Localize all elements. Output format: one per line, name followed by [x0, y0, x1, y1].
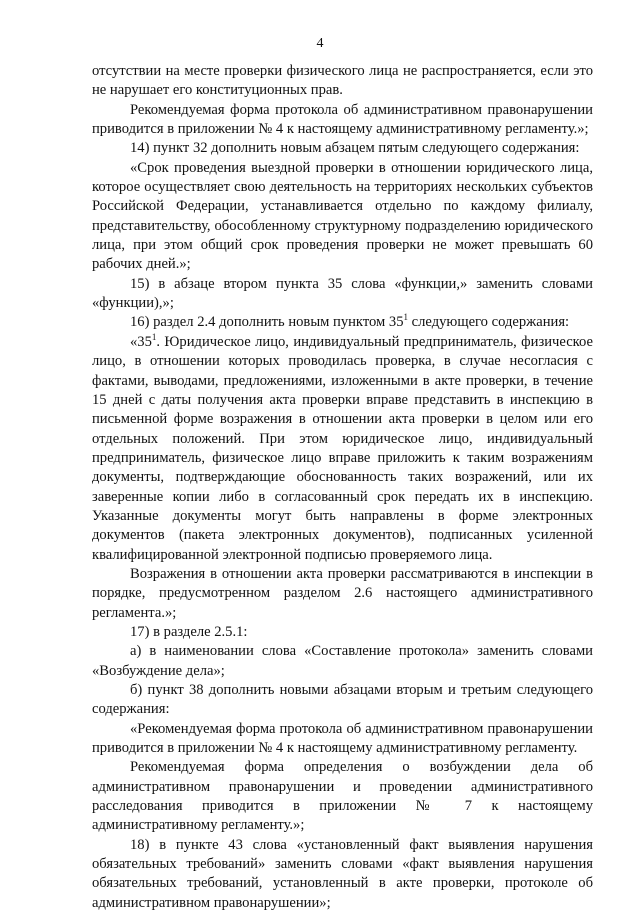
paragraph-item-18: 18) в пункте 43 слова «установленный факт выявления нарушения обязательных требований» заменить словами «факт выявления нарушения обязательных требований, установленный в акте проверки, протоколе об административном правонарушении»; [92, 836, 593, 911]
superscript-marker: 1 [403, 312, 409, 323]
page-number: 4 [316, 36, 324, 51]
paragraph-subitem-a: а) в наименовании слова «Составление протокола» заменить словами «Возбуждение дела»; [92, 643, 593, 679]
paragraph-objections: Возражения в отношении акта проверки рассматриваются в инспекции в порядке, предусмотренном разделом 2.6 настоящего административного регламента.»; [92, 565, 593, 621]
paragraph-point-35-1-number: «35 [130, 333, 152, 350]
paragraph-inspection-term: «Срок проведения выездной проверки в отношении юридического лица, которое осуществляет свою деятельность на территориях нескольких субъектов Российской Федерации, устанавливается отдельно по каждому филиалу, представительству, обособленному структурному подразделению юридического лица, при этом общий срок проведения проверки не может превышать 60 рабочих дней.»; [92, 159, 593, 273]
paragraph-item-16 [92, 313, 593, 332]
paragraph-protocol-form-note: Рекомендуемая форма протокола об административном правонарушении приводится в приложении № 4 к настоящему административному регламенту.»; [92, 101, 593, 138]
paragraph-item-15: 15) в абзаце втором пункта 35 слова «функции,» заменить словами «функции),»; [92, 275, 593, 312]
paragraph-protocol-form-appendix-4: «Рекомендуемая форма протокола об административном правонарушении приводится в приложении № 4 к настоящему административному регламенту. [92, 720, 593, 757]
paragraph-determination-form-appendix-7: Рекомендуемая форма определения о возбуждении дела об административном правонарушении и проведении административного расследования приводится в приложении № 7 к настоящему административному регламенту.»; [92, 759, 593, 834]
paragraph-subitem-b: б) пункт 38 дополнить новыми абзацами вторым и третьим следующего содержания: [92, 682, 593, 718]
paragraph-item-16-text: 16) раздел 2.4 дополнить новым пунктом 35 [130, 314, 404, 331]
paragraph-point-35-1 [92, 333, 593, 565]
paragraph-item-14: 14) пункт 32 дополнить новым абзацем пятым следующего содержания: [130, 140, 580, 157]
paragraph-point-35-1-text: . Юридическое лицо, индивидуальный предприниматель, физическое лицо, в отношении которых проводилась проверка, в случае несогласия с фактами, выводами, предложениями, изложенными в акте проверки, в течение 15 дней с даты получения акта проверки вправе представить в инспекцию в письменной форме возражения в отношении акта проверки в целом или его отдельных положений. При этом юридическое лицо, индивидуальный предприниматель, физическое лицо вправе приложить к таким возражениям документы, подтверждающие обоснованность таких возражений, или их заверенные копии либо в согласованный срок передать их в инспекцию. Указанные документы могут быть направлены в форме электронных документов (пакета электронных документов), подписанных усиленной квалифицированной электронной подписью проверяемого лица. [92, 333, 593, 563]
paragraph-item-17: 17) в разделе 2.5.1: [130, 623, 248, 640]
superscript-marker: 1 [151, 331, 157, 342]
document-body [92, 62, 593, 913]
paragraph-continuation: отсутствии на месте проверки физического лица не распространяется, если это не нарушает его конституционных прав. [92, 63, 593, 99]
paragraph-item-16-tail: следующего содержания: [408, 314, 570, 331]
